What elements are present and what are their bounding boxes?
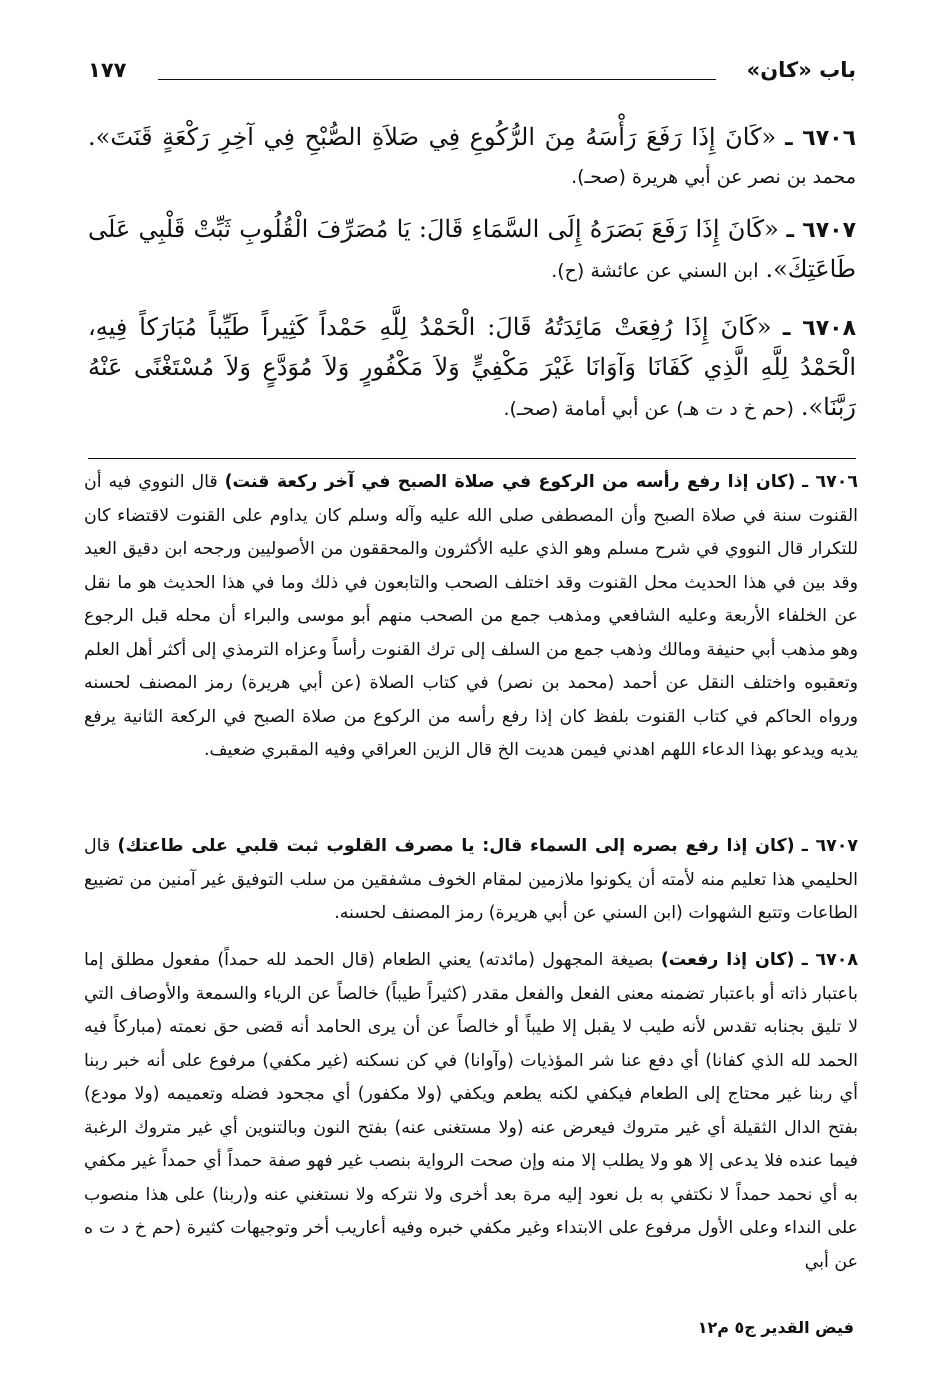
commentary-heading: (كان إذا رفعت) xyxy=(660,950,795,970)
hadith-6707 xyxy=(88,210,856,290)
hadith-text: «كَانَ إِذَا رَفَعَ رَأْسَهُ مِنَ الرُّكُوعِ فِي صَلاَةِ الصُّبْحِ فِي آخِرِ رَكْعَةٍ قَنَتَ». xyxy=(88,123,777,151)
commentary-text: قال النووي فيه أن القنوت سنة في صلاة الصبح وأن المصطفى صلى الله عليه وآله وسلم كان يداوم على القنوت لاقتضاء كان للتكرار قال النووي في شرح مسلم وهو الذي عليه الأكثرون والمحققون من الأصوليين ورجحه ابن دقيق العيد وقد بين في هذا الحديث محل القنوت وقد اختلف الصحب والتابعون في ذلك وما في هذا الحديث هو ما نقل عن الخلفاء الأربعة وعليه الشافعي ومذهب جمع من الصحب منهم أبو موسى والبراء أن محله قبل الرجوع وهو مذهب أبي حنيفة ومالك وذهب جمع من السلف إلى ترك القنوت رأساً وعزاه الترمذي إلى أكثر أهل العلم وتعقبوه واختلف النقل عن أحمد (محمد بن نصر) في كتاب الصلاة (عن أبي هريرة) رمز المصنف لحسنه ورواه الحاكم في كتاب القنوت بلفظ كان إذا رفع رأسه من الركوع من صلاة الصبح في الركعة الثانية يرفع يديه ويدعو بهذا الدعاء اللهم اهدني فيمن هديت الخ قال الزين العراقي وفيه المقبري ضعيف. xyxy=(84,472,858,760)
hadith-source: (حم خ د ت هـ) عن أبي أمامة (صحـ). xyxy=(503,398,794,420)
hadith-6708 xyxy=(88,308,856,428)
hadith-source: محمد بن نصر عن أبي هريرة (صحـ). xyxy=(571,166,856,188)
chapter-title: باب «كان» xyxy=(746,58,856,82)
commentary-heading: (كان إذا رفع بصره إلى السماء قال: يا مصرف القلوب ثبت قلبي على طاعتك) xyxy=(117,836,795,856)
signature-mark: فيض القدير ج٥ م١٢ xyxy=(697,1318,854,1337)
page-number: ١٧٧ xyxy=(88,58,127,82)
hadith-text: «كَانَ إِذَا رُفِعَتْ مَائِدَتُهُ قَالَ: الْحَمْدُ لِلَّهِ حَمْداً كَثِيراً طَيِّباً مُبَارَكاً فِيهِ، الْحَمْدُ لِلَّهِ الَّذِي كَفَانَا وَآوَانَا غَيْرَ مَكْفِيٍّ وَلاَ مَكْفُورٍ وَلاَ مُوَدَّعٍ وَلاَ مُسْتَغْنًى عَنْهُ رَبَّنَا». xyxy=(88,313,856,421)
commentary-6707 xyxy=(84,830,858,931)
hadith-source: ابن السني عن عائشة (ح). xyxy=(551,260,759,282)
hadith-number: ٦٧٠٦ ـ xyxy=(785,126,856,151)
commentary-6706 xyxy=(84,466,858,768)
page-header xyxy=(88,52,856,92)
commentary-6708 xyxy=(84,944,858,1279)
commentary-heading: (كان إذا رفع رأسه من الركوع في صلاة الصبح في آخر ركعة قنت) xyxy=(224,472,796,492)
commentary-number: ٦٧٠٨ ـ xyxy=(801,950,859,970)
hadith-number: ٦٧٠٧ ـ xyxy=(786,218,857,243)
commentary-number: ٦٧٠٦ ـ xyxy=(802,472,858,492)
header-rule xyxy=(158,79,716,80)
footnote-divider xyxy=(88,458,856,459)
hadith-6706 xyxy=(88,118,856,196)
commentary-text: قال الحليمي هذا تعليم منه لأمته أن يكونوا ملازمين لمقام الخوف مشفقين من سلب التوفيق غير آمنين من تضييع الطاعات وتتبع الشهوات (ابن السني عن أبي هريرة) رمز المصنف لحسنه. xyxy=(84,836,858,923)
hadith-text: «كَانَ إِذَا رَفَعَ بَصَرَهُ إِلَى السَّمَاءِ قَالَ: يَا مُصَرِّفَ الْقُلُوبِ ثَبِّتْ قَلْبِي عَلَى طَاعَتِكَ». xyxy=(88,215,856,283)
commentary-number: ٦٧٠٧ ـ xyxy=(801,836,859,856)
commentary-text: بصيغة المجهول (مائدته) يعني الطعام (قال الحمد لله حمداً) مفعول مطلق إما باعتبار ذاته أو باعتبار تضمنه معنى الفعل والفعل مقدر (كثيراً طيباً) خالصاً عن الرياء والسمعة والأوصاف التي لا تليق بجنابه تقدس لأنه طيب لا يقبل إلا طيباً أو خالصاً عن أن يرى الحامد أنه قضى حق نعمته (مباركاً فيه الحمد لله الذي كفانا) أي دفع عنا شر المؤذيات (وآوانا) في كن نسكنه (غير مكفي) مرفوع على أنه خبر ربنا أي ربنا غير محتاج إلى الطعام فيكفي لكنه يطعم ويكفي (ولا مكفور) أي مجحود فضله وتعميمه (ولا مودع) بفتح الدال الثقيلة أي غير متروك فيعرض عنه (ولا مستغنى عنه) بفتح النون وبالتنوين أي غير متروك الرغبة فيما عنده فلا يدعى إلا هو ولا يطلب إلا منه وإن صحت الرواية بنصب غير فهو صفة حمداً أي حمداً غير مكفي به أي نحمد حمداً لا نكتفي به بل نعود إليه مرة بعد أخرى ولا نتركه ولا نستغني عنه و(ربنا) على هذا منصوب على النداء وعلى الأول مرفوع على الابتداء وغير مكفي خبره وفيه أعاريب أخر وتوجيهات كثيرة (حم خ د ت ه عن أبي xyxy=(84,950,858,1272)
hadith-number: ٦٧٠٨ ـ xyxy=(782,316,856,341)
